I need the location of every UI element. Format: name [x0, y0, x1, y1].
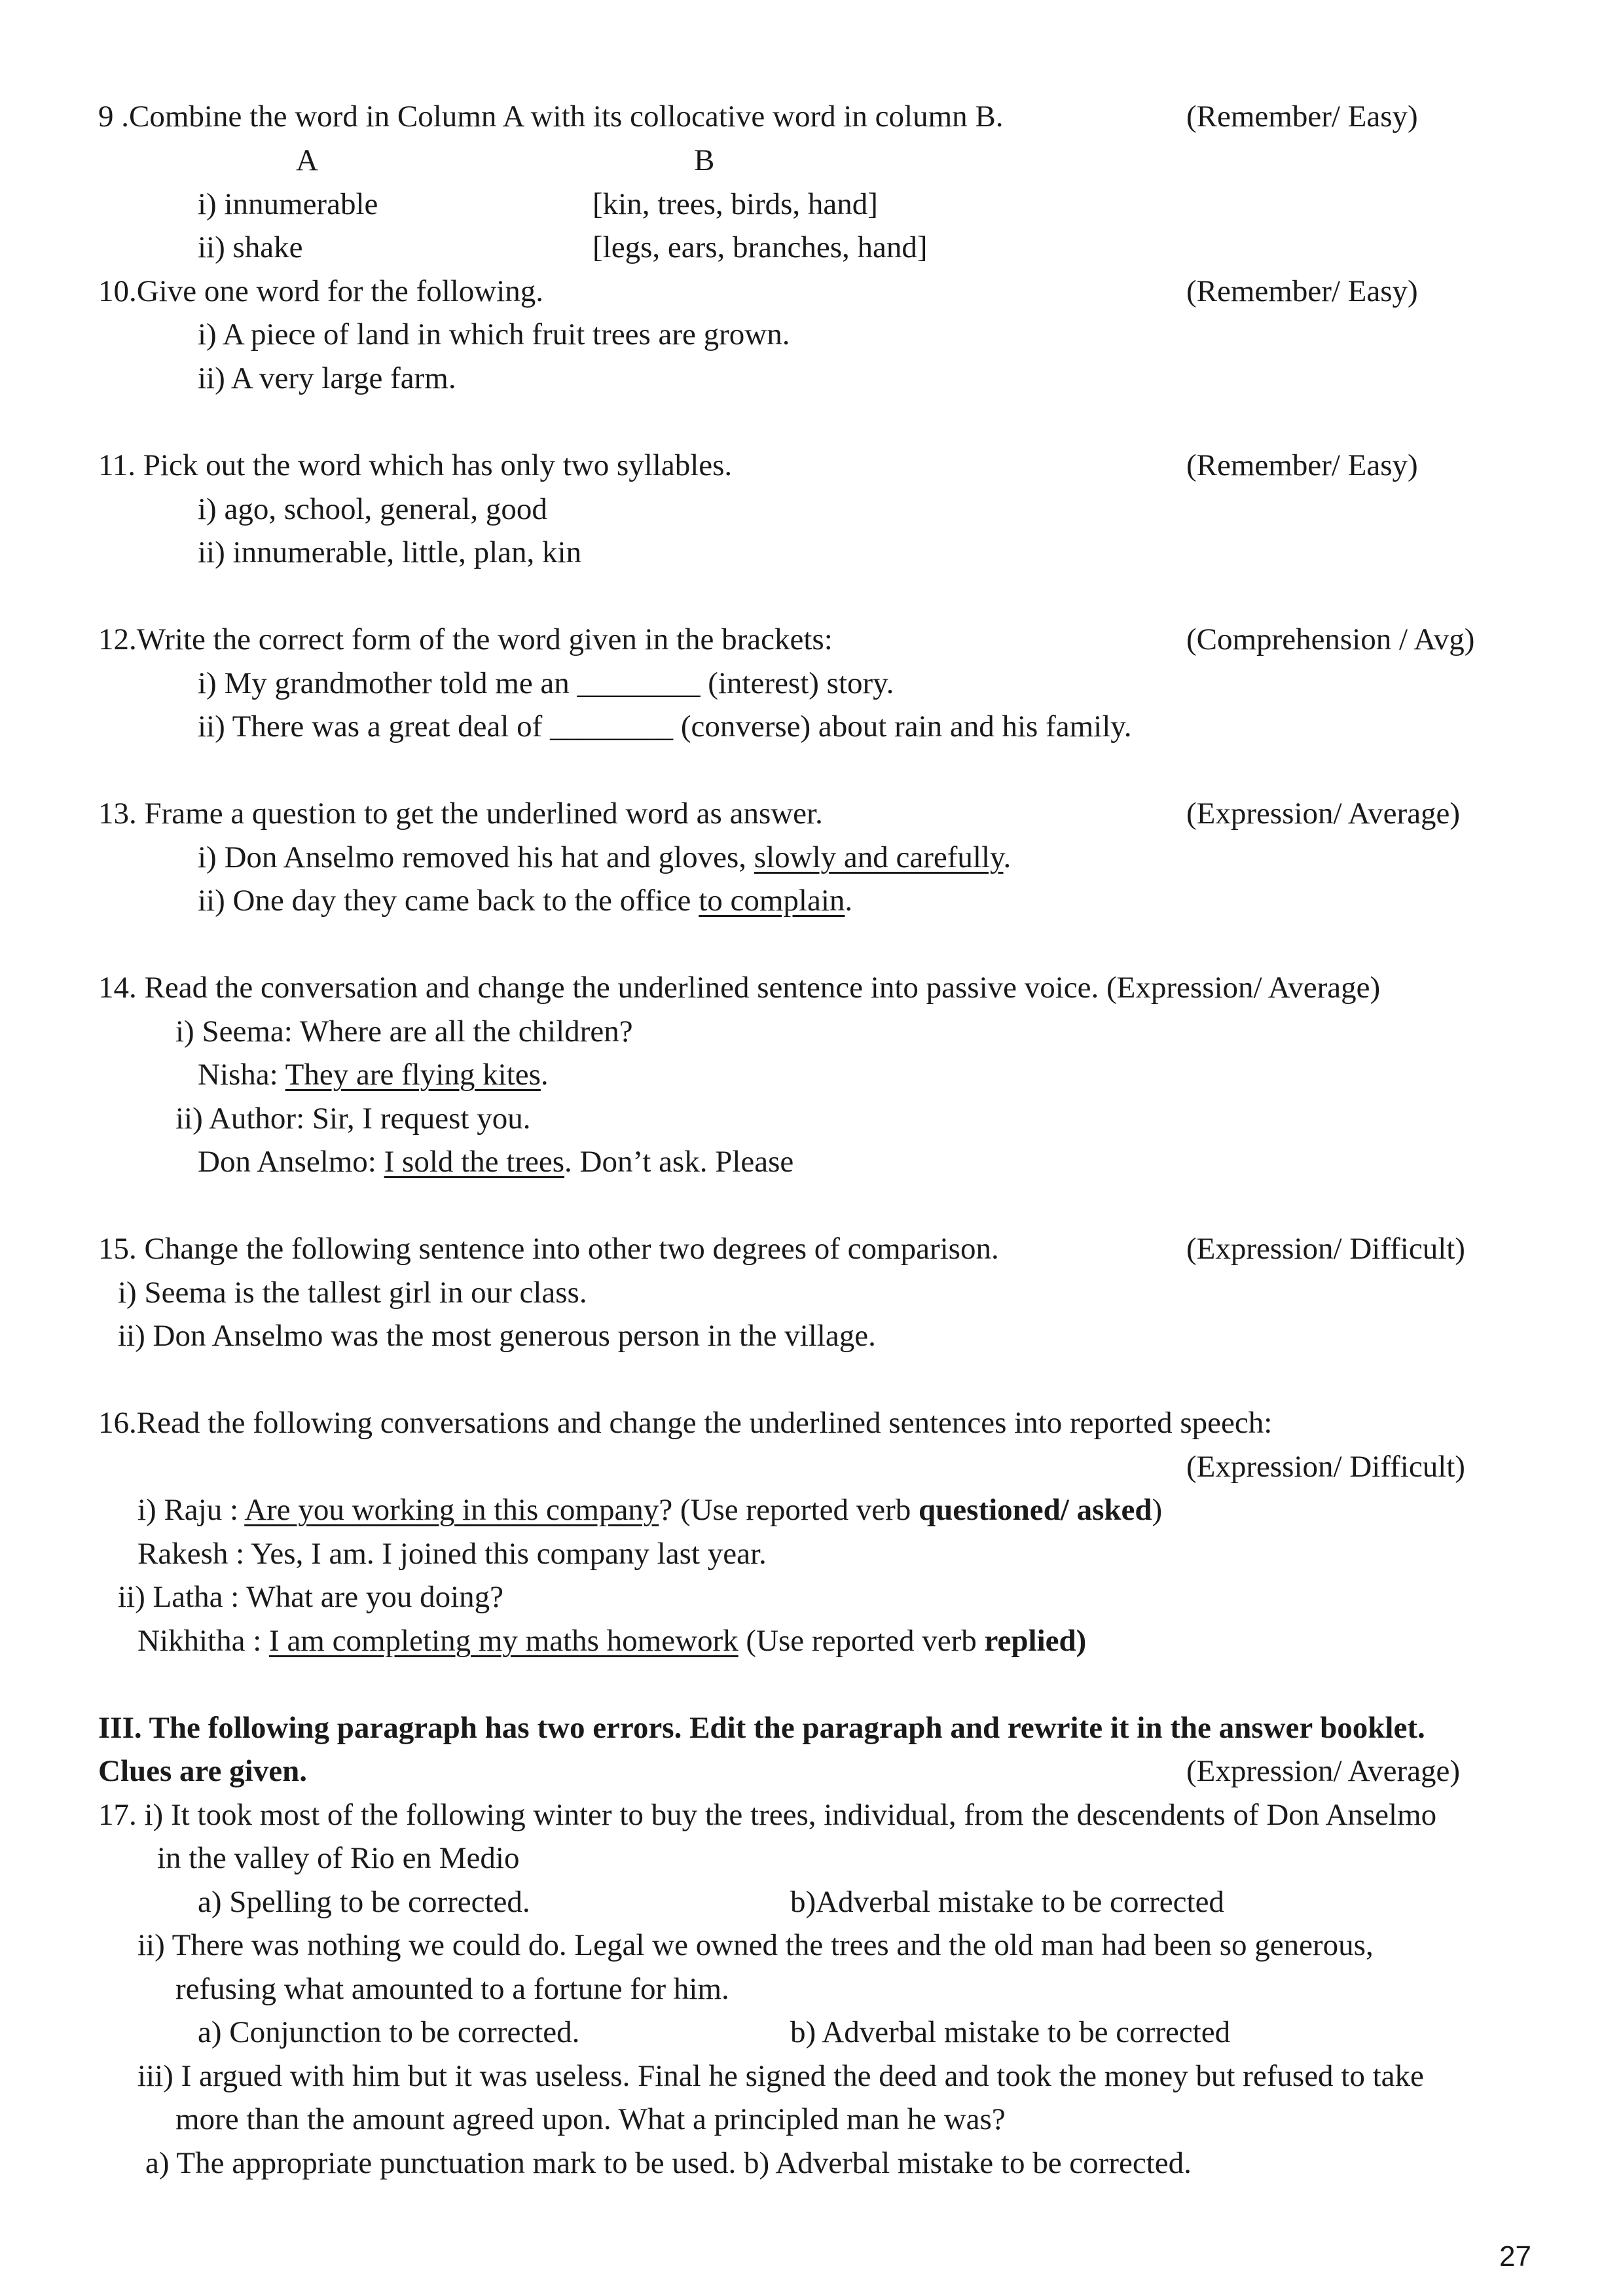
q10-tag: (Remember/ Easy): [1186, 274, 1418, 308]
q16-item-1: i) Raju : Are you working in this company? (Use reported verb questioned/ asked): [137, 1493, 1163, 1527]
q10-item-1: i) A piece of land in which fruit trees are grown.: [198, 317, 790, 351]
q12-item-1: i) My grandmother told me an ________ (interest) story.: [198, 666, 894, 700]
q14-item-2-underlined: I sold the trees: [384, 1145, 565, 1179]
q16-item-2-a: ii) Latha : What are you doing?: [118, 1580, 504, 1614]
q9-tag: (Remember/ Easy): [1186, 99, 1418, 134]
q17-i-clue-b: b)Adverbal mistake to be corrected: [790, 1885, 1224, 1919]
q11-item-1: i) ago, school, general, good: [198, 492, 547, 526]
q9-col-b-header: B: [694, 143, 715, 177]
q13-tag: (Expression/ Average): [1186, 797, 1461, 831]
q13-item-1-underlined: slowly and carefully: [754, 840, 1004, 874]
q14-text: 14. Read the conversation and change the underlined sentence into passive voice. (Expression/ Average): [98, 971, 1381, 1005]
q17-i-clue-a: a) Spelling to be corrected.: [198, 1885, 530, 1919]
q9-row-1-a: i) innumerable: [198, 187, 378, 221]
q12-item-2: ii) There was a great deal of ________ (converse) about rain and his family.: [198, 709, 1132, 744]
page-number: 27: [1499, 2240, 1531, 2272]
q10-text: 10.Give one word for the following.: [98, 274, 544, 308]
q9-row-1-b: [kin, trees, birds, hand]: [593, 187, 878, 221]
q17-iii-line-2: more than the amount agreed upon. What a principled man he was?: [175, 2102, 1006, 2136]
q17-iii-line-1: iii) I argued with him but it was useless. Final he signed the deed and took the money but refused to take: [137, 2059, 1424, 2093]
q11-item-2: ii) innumerable, little, plan, kin: [198, 535, 582, 569]
q9-col-a-header: A: [296, 143, 318, 177]
q16-item-1-underlined: Are you working in this company: [244, 1493, 659, 1527]
section-3-heading-2: Clues are given.: [98, 1754, 307, 1788]
q9-row-2-b: [legs, ears, branches, hand]: [593, 230, 928, 264]
q14-item-2-b: Don Anselmo: I sold the trees. Don’t ask. Please: [198, 1145, 794, 1179]
q13-item-2: ii) One day they came back to the office to complain.: [198, 884, 853, 918]
q12-text: 12.Write the correct form of the word given in the brackets:: [98, 622, 833, 656]
q17-ii-line-2: refusing what amounted to a fortune for him.: [175, 1972, 729, 2006]
q17-ii-line-1: ii) There was nothing we could do. Legal we owned the trees and the old man had been so generous,: [137, 1928, 1374, 1962]
q16-text: 16.Read the following conversations and change the underlined sentences into reported speech:: [98, 1406, 1273, 1440]
q17-iii-clues: a) The appropriate punctuation mark to be used. b) Adverbal mistake to be corrected.: [145, 2146, 1192, 2180]
q17-i-line-2: in the valley of Rio en Medio: [157, 1841, 520, 1875]
q15-text: 15. Change the following sentence into other two degrees of comparison.: [98, 1232, 999, 1266]
q14-item-1-a: i) Seema: Where are all the children?: [175, 1014, 633, 1049]
q9-row-2-a: ii) shake: [198, 230, 303, 264]
q13-text: 13. Frame a question to get the underlined word as answer.: [98, 797, 823, 831]
q16-item-2-underlined: I am completing my maths homework: [269, 1624, 739, 1658]
q15-item-1: i) Seema is the tallest girl in our class.: [118, 1276, 587, 1310]
q14-item-2-a: ii) Author: Sir, I request you.: [175, 1102, 531, 1136]
q16-item-1-reply: Rakesh : Yes, I am. I joined this company last year.: [137, 1537, 767, 1571]
section-3-heading: III. The following paragraph has two errors. Edit the paragraph and rewrite it in the answer booklet.: [98, 1711, 1425, 1745]
q16-item-2-b: Nikhitha : I am completing my maths homework (Use reported verb replied): [137, 1624, 1087, 1658]
q13-item-2-underlined: to complain: [699, 884, 845, 918]
section-3-tag: (Expression/ Average): [1186, 1754, 1461, 1788]
q16-tag: (Expression/ Difficult): [1186, 1450, 1465, 1484]
q13-item-1: i) Don Anselmo removed his hat and gloves, slowly and carefully.: [198, 840, 1012, 874]
q14-item-1-b: Nisha: They are flying kites.: [198, 1058, 549, 1092]
q17-i-line-1: 17. i) It took most of the following winter to buy the trees, individual, from the descendents of Don Anselmo: [98, 1798, 1437, 1832]
q10-item-2: ii) A very large farm.: [198, 361, 456, 395]
q17-ii-clue-a: a) Conjunction to be corrected.: [198, 2015, 580, 2049]
q14-item-1-underlined: They are flying kites: [285, 1058, 541, 1092]
q11-tag: (Remember/ Easy): [1186, 448, 1418, 482]
q17-ii-clue-b: b) Adverbal mistake to be corrected: [790, 2015, 1231, 2049]
q15-item-2: ii) Don Anselmo was the most generous person in the village.: [118, 1319, 876, 1353]
q9-text: 9 .Combine the word in Column A with its collocative word in column B.: [98, 99, 1004, 134]
q11-text: 11. Pick out the word which has only two syllables.: [98, 448, 733, 482]
q12-tag: (Comprehension / Avg): [1186, 622, 1475, 656]
q15-tag: (Expression/ Difficult): [1186, 1232, 1465, 1266]
